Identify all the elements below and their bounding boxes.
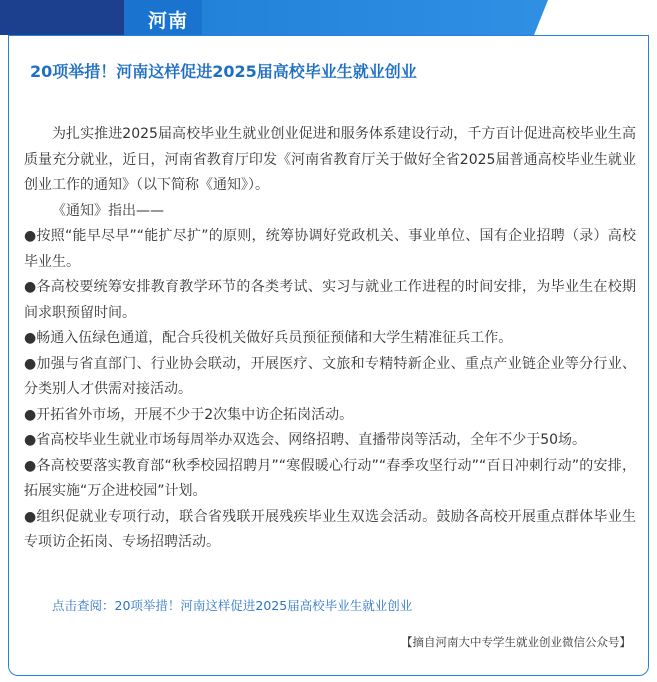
intro-paragraph: 为扎实推进2025届高校毕业生就业创业促进和服务体系建设行动，千方百计促进高校毕业生高质量充分就业，近日，河南省教育厅印发《河南省教育厅关于做好全省2025届普通高校毕业生就业创业工作的通知》（以下简称《通知》）。 — [24, 126, 636, 193]
bullet-item: ●按照“能早尽早”“能扩尽扩”的原则，统筹协调好党政机关、事业单位、国有企业招聘（录）高校毕业生。 — [24, 228, 636, 270]
read-more-link[interactable]: 点击查阅：20项举措！河南这样促进2025届高校毕业生就业创业 — [52, 598, 413, 613]
bullet-item: ●各高校要统筹安排教育教学环节的各类考试、实习与就业工作进程的时间安排，为毕业生在校期间求职预留时间。 — [24, 279, 636, 321]
header-dark-block — [0, 0, 124, 35]
bullet-item: ●畅通入伍绿色通道，配合兵役机关做好兵员预征预储和大学生精准征兵工作。 — [24, 330, 513, 346]
header-cap — [534, 0, 548, 35]
article-body — [24, 122, 636, 556]
bullet-item: ●加强与省直部门、行业协会联动，开展医疗、文旅和专精特新企业、重点产业链企业等分行业、分类别人才供需对接活动。 — [24, 355, 636, 397]
notice-lead: 《通知》指出—— — [52, 202, 164, 219]
bullet-item: ●各高校要落实教育部“秋季校园招聘月”“寒假暖心行动”“春季攻坚行动”“百日冲刺行动”的安排，拓展实施“万企进校园”计划。 — [24, 457, 636, 499]
bullet-item: ●开拓省外市场，开展不少于2次集中访企拓岗活动。 — [24, 406, 354, 423]
section-title: 河南 — [148, 10, 189, 32]
article-title[interactable]: 20项举措！河南这样促进2025届高校毕业生就业创业 — [30, 62, 417, 81]
section-header-bar — [0, 0, 534, 35]
source-note: 【摘自河南大中专学生就业创业微信公众号】 — [401, 635, 631, 649]
bullet-item: ●组织促就业专项行动，联合省残联开展残疾毕业生双选会活动。鼓励各高校开展重点群体毕业生专项访企拓岗、专场招聘活动。 — [24, 508, 636, 550]
bullet-item: ●省高校毕业生就业市场每周举办双选会、网络招聘、直播带岗等活动，全年不少于50场。 — [24, 432, 587, 448]
